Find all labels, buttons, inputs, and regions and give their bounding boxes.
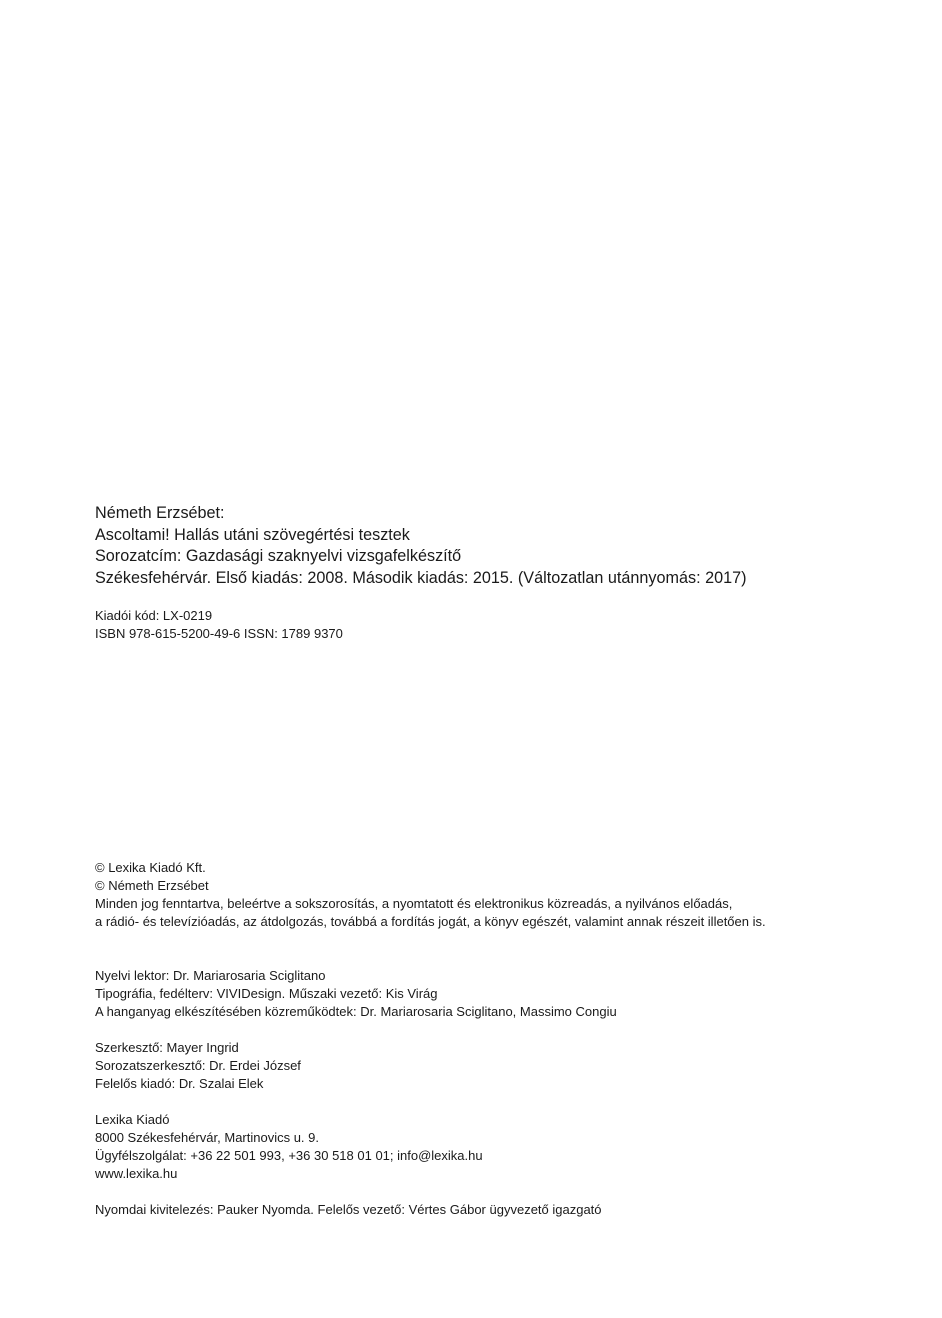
editors-block xyxy=(95,1039,301,1093)
publisher-address: 8000 Székesfehérvár, Martinovics u. 9. xyxy=(95,1130,320,1145)
copyright-block xyxy=(95,859,766,931)
publisher-website: www.lexika.hu xyxy=(95,1166,178,1181)
typography-credit: Tipográfia, fedélterv: VIVIDesign. Műszaki vezető: Kis Virág xyxy=(95,986,438,1001)
book-title: Ascoltami! Hallás utáni szövegértési tesztek xyxy=(95,525,410,544)
rights-notice-line-1: Minden jog fenntartva, beleértve a sokszorosítás, a nyomtatott és elektronikus közreadás, a nyilvános előadás, xyxy=(95,896,733,911)
language-lector: Nyelvi lektor: Dr. Mariarosaria Sciglitano xyxy=(95,968,326,983)
editor: Szerkesztő: Mayer Ingrid xyxy=(95,1040,239,1055)
series-editor: Sorozatszerkesztő: Dr. Erdei József xyxy=(95,1058,301,1073)
publisher-name: Lexika Kiadó xyxy=(95,1112,170,1127)
credits-block xyxy=(95,967,617,1021)
printing-credit: Nyomdai kivitelezés: Pauker Nyomda. Felelős vezető: Vértes Gábor ügyvezető igazgató xyxy=(95,1202,602,1217)
responsible-publisher: Felelős kiadó: Dr. Szalai Elek xyxy=(95,1076,264,1091)
edition-info: Székesfehérvár. Első kiadás: 2008. Második kiadás: 2015. (Változatlan utánnyomás: 2017) xyxy=(95,568,747,587)
printing-block xyxy=(95,1201,602,1219)
isbn-issn: ISBN 978-615-5200-49-6 ISSN: 1789 9370 xyxy=(95,626,343,641)
rights-notice-line-2: a rádió- és televízióadás, az átdolgozás, továbbá a fordítás jogát, a könyv egészét, valamint annak részeit illetően is. xyxy=(95,914,766,929)
title-block xyxy=(95,503,746,589)
series-title: Sorozatcím: Gazdasági szaknyelvi vizsgafelkészítő xyxy=(95,547,462,565)
publisher-code: Kiadói kód: LX-0219 xyxy=(95,608,213,623)
copyright-publisher: © Lexika Kiadó Kft. xyxy=(95,860,206,875)
author-line: Németh Erzsébet: xyxy=(95,504,225,522)
audio-credit: A hanganyag elkészítésében közreműködtek: Dr. Mariarosaria Sciglitano, Massimo Congiu xyxy=(95,1004,617,1019)
codes-block xyxy=(95,607,343,643)
publisher-contact: Ügyfélszolgálat: +36 22 501 993, +36 30 518 01 01; info@lexika.hu xyxy=(95,1148,483,1163)
publisher-block xyxy=(95,1111,483,1183)
copyright-author: © Németh Erzsébet xyxy=(95,878,209,893)
